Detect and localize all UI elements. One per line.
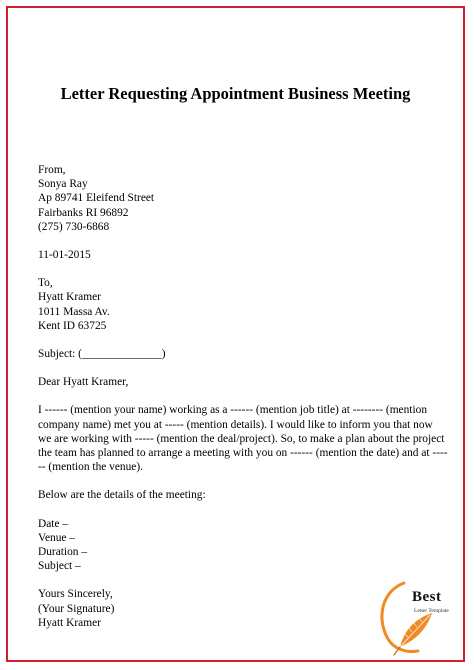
closing-name: Hyatt Kramer — [38, 616, 101, 629]
sender-phone: (275) 730-6868 — [38, 220, 110, 233]
to-label: To, — [38, 277, 53, 290]
sender-name: Sonya Ray — [38, 178, 88, 191]
letter-title: Letter Requesting Appointment Business Meeting — [60, 84, 411, 103]
closing-line: Yours Sincerely, — [38, 588, 113, 601]
recipient-address-line-2: Kent ID 63725 — [38, 319, 107, 332]
detail-duration: Duration – — [38, 546, 88, 559]
sender-address-line-1: Ap 89741 Eleifend Street — [38, 192, 155, 205]
quill-feather-icon — [374, 573, 464, 658]
subject-line: Subject: (______________) — [38, 348, 166, 361]
logo-subtitle-text: Letter Template — [414, 608, 449, 614]
detail-subject: Subject – — [38, 560, 81, 573]
detail-date: Date – — [38, 517, 69, 530]
best-letter-template-logo — [374, 573, 464, 658]
salutation: Dear Hyatt Kramer, — [38, 376, 129, 389]
recipient-name: Hyatt Kramer — [38, 291, 101, 304]
body-paragraph: I ------ (mention your name) working as a ------ (mention job title) at -------- (mention company name) met you at ----- (mention details). I would like to inform you that now we are working with ----- (mention the deal/project). So, to make a plan about the project the team has planned to arrange a meeting with you on ------ (mention the date) and at ------ (mention the venue). — [38, 404, 448, 474]
from-label: From, — [38, 164, 66, 176]
sender-address-line-2: Fairbanks RI 96892 — [38, 206, 129, 219]
letter-page — [6, 6, 465, 662]
recipient-address-line-1: 1011 Massa Av. — [38, 305, 110, 318]
logo-brand-text: Best — [412, 589, 442, 605]
details-intro: Below are the details of the meeting: — [38, 489, 206, 502]
detail-venue: Venue – — [38, 531, 76, 544]
signature-placeholder: (Your Signature) — [38, 602, 115, 615]
letter-date: 11-01-2015 — [38, 249, 91, 262]
letter-body — [38, 163, 448, 630]
